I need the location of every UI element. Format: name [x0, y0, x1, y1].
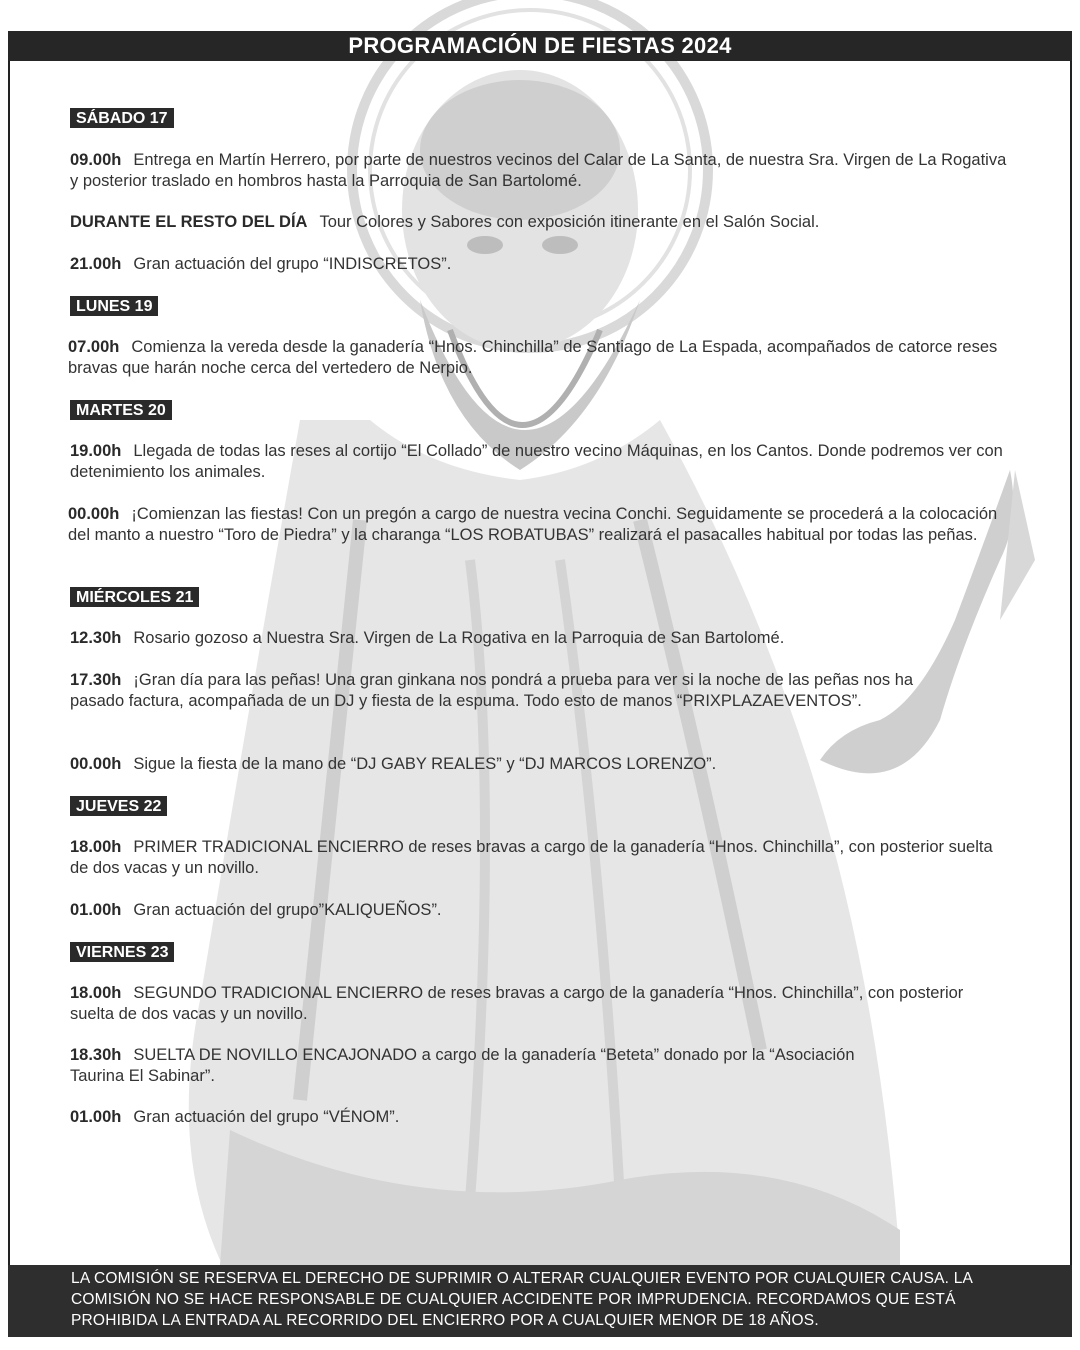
event-item: [70, 754, 1010, 775]
event-time: 18.00h: [70, 984, 122, 1002]
event-text: SEGUNDO TRADICIONAL ENCIERRO de reses bravas a cargo de la ganadería “Hnos. Chinchilla”, con posterior suelta de dos vacas y un novillo.: [70, 984, 964, 1023]
event-item: [70, 441, 1010, 483]
event-time: 12.30h: [70, 629, 122, 647]
event-item: [70, 983, 1010, 1025]
event-time: 18.30h: [70, 1046, 122, 1064]
event-text: PRIMER TRADICIONAL ENCIERRO de reses bravas a cargo de la ganadería “Hnos. Chinchilla”, con posterior suelta de dos vacas y un novillo.: [70, 838, 993, 877]
event-text: ¡Gran día para las peñas! Una gran ginkana nos pondrá a prueba para ver si la noche de las peñas nos ha pasado factura, acompañada de un DJ y fiesta de la espuma. Todo esto de manos “PRIXPLAZAEVENTOS”.: [70, 671, 914, 710]
day-header-lunes-19: LUNES 19: [70, 296, 158, 316]
event-time: DURANTE EL RESTO DEL DÍA: [70, 213, 308, 231]
event-time: 19.00h: [70, 442, 122, 460]
day-header-viernes-23: VIERNES 23: [70, 942, 174, 962]
event-time: 17.30h: [70, 671, 122, 689]
event-item: [68, 504, 1018, 546]
event-time: 07.00h: [68, 338, 120, 356]
event-item: [70, 628, 1010, 649]
event-time: 00.00h: [68, 505, 120, 523]
day-header-sabado-17: SÁBADO 17: [70, 108, 174, 128]
event-item: [70, 150, 1010, 192]
event-item: [70, 212, 1010, 233]
event-text: Gran actuación del grupo “VÉNOM”.: [133, 1108, 400, 1126]
disclaimer-text: LA COMISIÓN SE RESERVA EL DERECHO DE SUPRIMIR O ALTERAR CUALQUIER EVENTO POR CUALQUIER CAUSA. LA COMISIÓN NO SE HACE RESPONSABLE DE CUALQUIER ACCIDENTE POR IMPRUDENCIA. RECORDAMOS QUE ESTÁ PROHIBIDA LA ENTRADA AL RECORRIDO DEL ENCIERRO POR A CUALQUIER MENOR DE 18 AÑOS.: [71, 1270, 973, 1329]
event-text: Tour Colores y Sabores con exposición itinerante en el Salón Social.: [319, 213, 820, 231]
event-text: Gran actuación del grupo”KALIQUEÑOS”.: [133, 901, 442, 919]
event-text: Entrega en Martín Herrero, por parte de nuestros vecinos del Calar de La Santa, de nuestra Sra. Virgen de La Rogativa y posterior traslado en hombros hasta la Parroquia de San Bartolomé.: [70, 151, 1007, 190]
event-item: [70, 1045, 870, 1087]
day-header-miercoles-21: MIÉRCOLES 21: [70, 587, 199, 607]
event-text: Llegada de todas las reses al cortijo “El Collado” de nuestro vecino Máquinas, en los Cantos. Donde podremos ver con detenimiento los animales.: [70, 442, 1003, 481]
event-item: [70, 1107, 1010, 1128]
event-item: [70, 837, 1010, 879]
event-time: 18.00h: [70, 838, 122, 856]
event-time: 00.00h: [70, 755, 122, 773]
day-header-jueves-22: JUEVES 22: [70, 796, 167, 816]
disclaimer-footer: [8, 1265, 1072, 1337]
event-text: Comienza la vereda desde la ganadería “Hnos. Chinchilla” de Santiago de La Espada, acompañados de catorce reses bravas que harán noche cerca del vertedero de Nerpio.: [68, 338, 998, 377]
event-text: SUELTA DE NOVILLO ENCAJONADO a cargo de la ganadería “Beteta” donado por la “Asociación Taurina El Sabinar”.: [70, 1046, 855, 1085]
page-title: PROGRAMACIÓN DE FIESTAS 2024: [8, 31, 1072, 61]
event-time: 21.00h: [70, 255, 122, 273]
event-text: Gran actuación del grupo “INDISCRETOS”.: [133, 255, 452, 273]
event-item: [70, 254, 1010, 275]
event-time: 01.00h: [70, 1108, 122, 1126]
event-text: Sigue la fiesta de la mano de “DJ GABY REALES” y “DJ MARCOS LORENZO”.: [133, 755, 717, 773]
event-item: [68, 337, 1008, 379]
event-time: 09.00h: [70, 151, 122, 169]
event-item: [70, 670, 930, 712]
event-text: ¡Comienzan las fiestas! Con un pregón a cargo de nuestra vecina Conchi. Seguidamente se procederá a la colocación del manto a nuestro “Toro de Piedra” y la charanga “LOS ROBATUBAS” realizará el pasacalles habitual por todas las peñas.: [68, 505, 998, 544]
event-item: [70, 900, 1010, 921]
day-header-martes-20: MARTES 20: [70, 400, 172, 420]
event-time: 01.00h: [70, 901, 122, 919]
event-text: Rosario gozoso a Nuestra Sra. Virgen de La Rogativa en la Parroquia de San Bartolomé.: [133, 629, 785, 647]
